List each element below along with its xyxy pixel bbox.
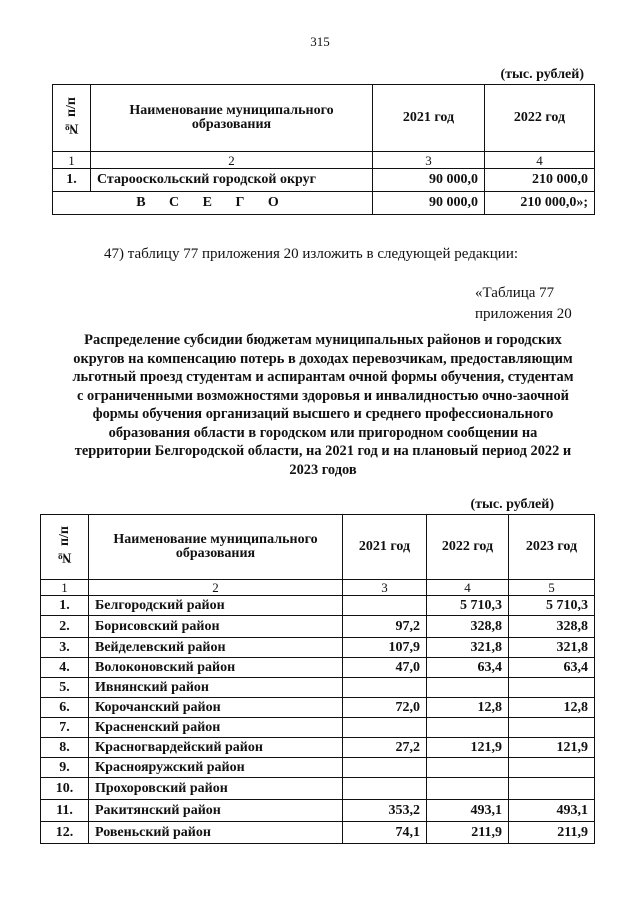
row-number: 4. xyxy=(41,658,89,678)
row-name: Ракитянский район xyxy=(89,800,343,822)
table-row xyxy=(53,169,595,192)
column-number: 2 xyxy=(89,580,343,596)
heading-line: округов на компенсацию потерь в доходах перевозчикам, предоставляющим xyxy=(73,350,573,367)
row-value-2021: 90 000,0 xyxy=(373,169,485,192)
column-number: 2 xyxy=(91,152,373,169)
header-2022: 2022 год xyxy=(427,515,509,580)
row-value-2022: 211,9 xyxy=(427,822,509,844)
heading-line: формы обучения организаций высшего и среднего профессионального xyxy=(92,406,554,422)
heading-line: с ограниченными возможностями здоровья и инвалидностью очно-заочной xyxy=(77,387,569,404)
row-name: Красненский район xyxy=(89,718,343,738)
column-number: 3 xyxy=(373,152,485,169)
units-label: (тыс. рублей) xyxy=(470,497,554,512)
row-value-2022: 210 000,0 xyxy=(485,169,595,192)
header-2022: 2022 год xyxy=(485,85,595,152)
table-row xyxy=(41,718,595,738)
row-name: Корочанский район xyxy=(89,698,343,718)
row-value-2023: 12,8 xyxy=(509,698,595,718)
table-row xyxy=(41,738,595,758)
table-1 xyxy=(52,84,595,215)
row-name: Красногвардейский район xyxy=(89,738,343,758)
header-name: Наименование муниципального образования xyxy=(89,515,343,580)
row-name: Ровеньский район xyxy=(89,822,343,844)
row-value-2023 xyxy=(509,718,595,738)
row-value-2023: 211,9 xyxy=(509,822,595,844)
row-value-2021: 27,2 xyxy=(343,738,427,758)
row-value-2022: 5 710,3 xyxy=(427,596,509,616)
row-value-2022: 328,8 xyxy=(427,616,509,638)
row-value-2021: 107,9 xyxy=(343,638,427,658)
row-value-2022 xyxy=(427,718,509,738)
row-value-2021: 74,1 xyxy=(343,822,427,844)
heading-line: 2023 годов xyxy=(289,461,357,478)
row-value-2023 xyxy=(509,758,595,778)
row-number: 2. xyxy=(41,616,89,638)
total-2021: 90 000,0 xyxy=(373,192,485,215)
column-number: 4 xyxy=(485,152,595,169)
row-value-2022: 63,4 xyxy=(427,658,509,678)
row-value-2023: 321,8 xyxy=(509,638,595,658)
table-2 xyxy=(40,514,595,844)
row-value-2021: 72,0 xyxy=(343,698,427,718)
table-row xyxy=(41,596,595,616)
row-value-2022: 493,1 xyxy=(427,800,509,822)
row-number: 9. xyxy=(41,758,89,778)
row-number: 1. xyxy=(41,596,89,616)
row-name: Прохоровский район xyxy=(89,778,343,800)
row-value-2023: 328,8 xyxy=(509,616,595,638)
instruction-text: 47) таблицу 77 приложения 20 изложить в следующей редакции: xyxy=(104,246,519,262)
row-value-2022 xyxy=(427,678,509,698)
header-2021: 2021 год xyxy=(343,515,427,580)
row-name: Вейделевский район xyxy=(89,638,343,658)
table-caption-line: приложения 20 xyxy=(475,306,572,322)
row-value-2021 xyxy=(343,678,427,698)
total-row xyxy=(53,192,595,215)
row-value-2022 xyxy=(427,758,509,778)
table-caption xyxy=(475,283,572,325)
column-number: 5 xyxy=(509,580,595,596)
table-row xyxy=(41,638,595,658)
row-number: 5. xyxy=(41,678,89,698)
row-value-2023: 493,1 xyxy=(509,800,595,822)
heading-line: территории Белгородской области, на 2021 год и на плановый период 2022 и xyxy=(74,443,572,459)
header-2023: 2023 год xyxy=(509,515,595,580)
row-number: 1. xyxy=(53,169,91,192)
row-value-2021 xyxy=(343,718,427,738)
heading-line: образования области в городском или пригородном сообщении на xyxy=(108,424,538,441)
table-row xyxy=(41,800,595,822)
column-number-row xyxy=(53,152,595,169)
units-label: (тыс. рублей) xyxy=(500,67,584,82)
table-row xyxy=(41,822,595,844)
total-label: В С Е Г О xyxy=(53,192,373,215)
row-value-2021: 97,2 xyxy=(343,616,427,638)
row-number: 12. xyxy=(41,822,89,844)
row-value-2022 xyxy=(427,778,509,800)
row-number: 11. xyxy=(41,800,89,822)
row-value-2021 xyxy=(343,778,427,800)
table-row xyxy=(41,616,595,638)
header-name: Наименование муниципального образования xyxy=(91,85,373,152)
header-2021: 2021 год xyxy=(373,85,485,152)
table-row xyxy=(41,678,595,698)
total-2022: 210 000,0»; xyxy=(485,192,595,215)
row-name: Волоконовский район xyxy=(89,658,343,678)
table-header-row xyxy=(41,515,595,580)
column-number: 1 xyxy=(53,152,91,169)
column-number: 1 xyxy=(41,580,89,596)
row-name: Старооскольский городской округ xyxy=(91,169,373,192)
row-value-2023 xyxy=(509,678,595,698)
table-header-row xyxy=(53,85,595,152)
row-value-2023: 5 710,3 xyxy=(509,596,595,616)
row-name: Борисовский район xyxy=(89,616,343,638)
row-value-2021 xyxy=(343,758,427,778)
row-name: Краснояружский район xyxy=(89,758,343,778)
row-number: 6. xyxy=(41,698,89,718)
header-number: № п/п xyxy=(53,85,91,152)
row-value-2022: 121,9 xyxy=(427,738,509,758)
heading-line: Распределение субсидии бюджетам муниципальных районов и городских xyxy=(84,332,562,348)
row-number: 7. xyxy=(41,718,89,738)
table-row xyxy=(41,658,595,678)
row-value-2023: 121,9 xyxy=(509,738,595,758)
row-name: Ивнянский район xyxy=(89,678,343,698)
table-caption-line: «Таблица 77 xyxy=(475,285,555,301)
heading-line: льготный проезд студентам и аспирантам очной формы обучения, студентам xyxy=(72,369,574,385)
row-number: 10. xyxy=(41,778,89,800)
table-row xyxy=(41,698,595,718)
row-number: 3. xyxy=(41,638,89,658)
row-number: 8. xyxy=(41,738,89,758)
row-name: Белгородский район xyxy=(89,596,343,616)
header-number: № п/п xyxy=(41,515,89,580)
table-heading xyxy=(58,331,588,479)
column-number: 4 xyxy=(427,580,509,596)
row-value-2021 xyxy=(343,596,427,616)
row-value-2022: 321,8 xyxy=(427,638,509,658)
row-value-2021: 47,0 xyxy=(343,658,427,678)
page-number: 315 xyxy=(310,34,330,49)
column-number: 3 xyxy=(343,580,427,596)
column-number-row xyxy=(41,580,595,596)
table-row xyxy=(41,758,595,778)
row-value-2021: 353,2 xyxy=(343,800,427,822)
row-value-2022: 12,8 xyxy=(427,698,509,718)
row-value-2023: 63,4 xyxy=(509,658,595,678)
table-row xyxy=(41,778,595,800)
row-value-2023 xyxy=(509,778,595,800)
